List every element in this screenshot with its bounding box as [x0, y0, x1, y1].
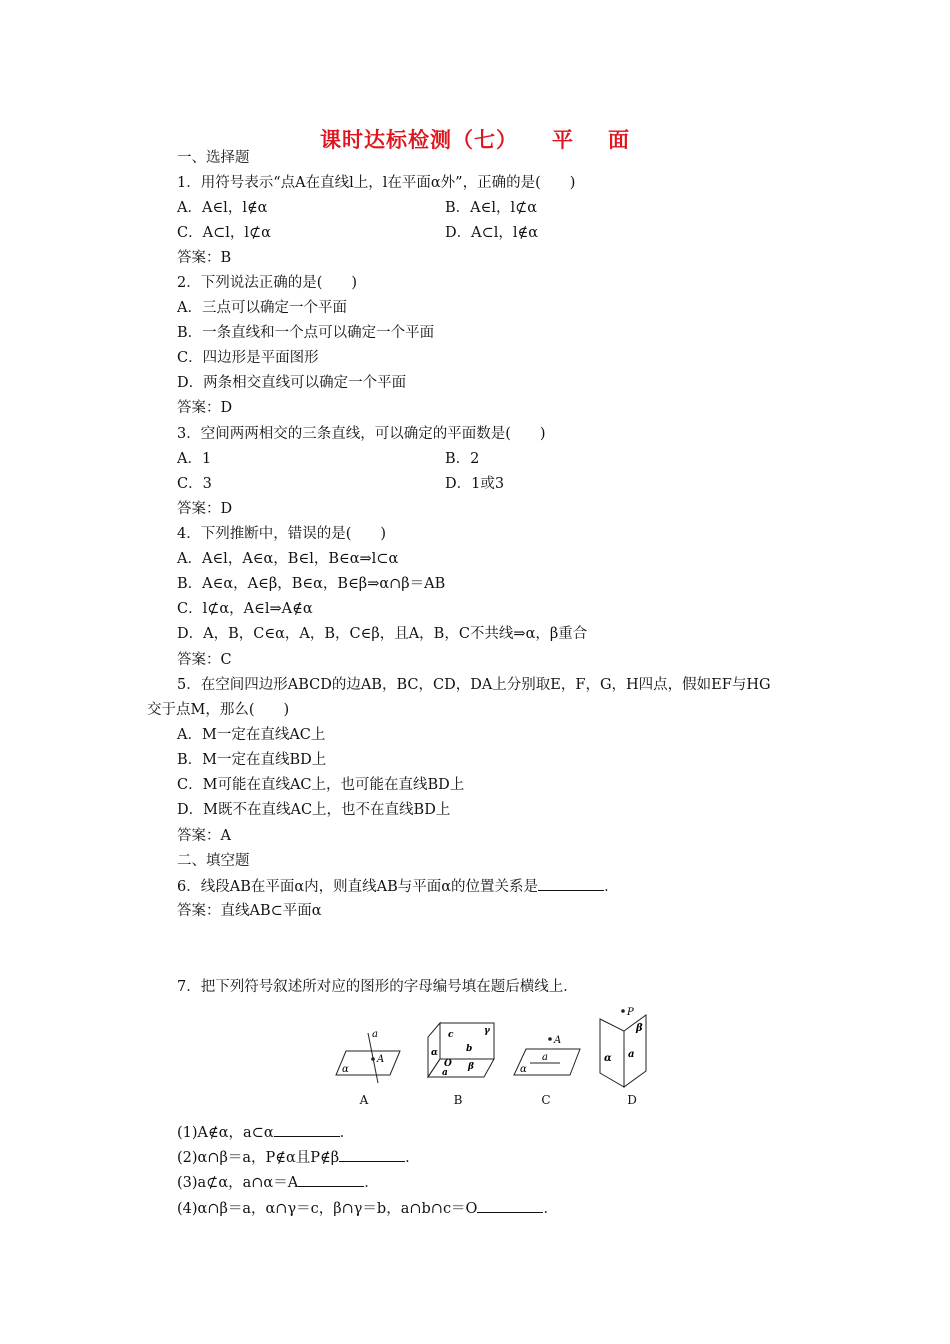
q7-figures — [320, 1005, 650, 1115]
section-heading-fill: 二、填空题 — [177, 853, 250, 869]
title-word-2: 面 — [608, 127, 630, 152]
q4-answer: 答案：C — [177, 652, 232, 668]
title-main: 课时达标检测（七） — [320, 127, 518, 152]
q7-item-4-text: (4)α∩β＝a，α∩γ＝c，β∩γ＝b，a∩b∩c＝O — [177, 1201, 478, 1217]
section-heading-choice: 一、选择题 — [177, 150, 250, 166]
fig-b-label-alpha: α — [431, 1048, 438, 1058]
figure-label-c: C — [541, 1093, 551, 1107]
q5-option-b: B．M一定在直线BD上 — [177, 752, 327, 768]
fig-a-label-point: A — [377, 1054, 385, 1065]
q3-option-a: A．1 — [177, 451, 212, 467]
q2-option-a: A．三点可以确定一个平面 — [177, 300, 347, 316]
q1-option-a: A．A∈l，l∉α — [177, 200, 268, 216]
fig-a-label-alpha: α — [342, 1064, 349, 1075]
title-word-1: 平 — [552, 127, 574, 152]
q5-stem-line2: 交于点M，那么( ) — [147, 702, 290, 718]
q7-item-3-blank[interactable] — [298, 1172, 364, 1187]
fig-b-label-o: O — [444, 1059, 452, 1069]
q2-option-b: B．一条直线和一个点可以确定一个平面 — [177, 325, 435, 341]
q7-item-2-blank[interactable] — [339, 1147, 405, 1162]
q4-option-c: C．l⊄α，A∈l⇒A∉α — [177, 601, 313, 617]
fig-b-label-gamma: γ — [484, 1026, 490, 1036]
q7-item-4-end: ． — [543, 1201, 558, 1217]
q5-option-d: D．M既不在直线AC上，也不在直线BD上 — [177, 802, 451, 818]
q5-option-a: A．M一定在直线AC上 — [177, 727, 326, 743]
fig-c-label-alpha: α — [520, 1064, 527, 1075]
figure-label-a: A — [359, 1093, 369, 1107]
q6-answer: 答案：直线AB⊂平面α — [177, 903, 322, 919]
q7-item-1-blank[interactable] — [274, 1122, 340, 1137]
fig-d-label-beta: β — [636, 1023, 643, 1034]
q5-option-c: C．M可能在直线AC上，也可能在直线BD上 — [177, 777, 465, 793]
fig-b-label-c: c — [448, 1030, 454, 1040]
q6-stem — [177, 876, 619, 897]
fig-c-label-point: A — [554, 1035, 562, 1046]
q2-option-c: C．四边形是平面图形 — [177, 350, 319, 366]
q6-blank[interactable] — [538, 876, 604, 891]
q7-item-4-blank[interactable] — [477, 1198, 543, 1213]
q7-item-2-text: (2)α∩β＝a，P∉α且P∉β — [177, 1150, 340, 1166]
figure-label-b: B — [453, 1093, 463, 1107]
q3-option-c: C．3 — [177, 476, 212, 492]
q1-stem: 1．用符号表示“点A在直线l上，l在平面α外”，正确的是( ) — [177, 175, 576, 191]
q2-answer: 答案：D — [177, 400, 233, 416]
fig-a-label-a: a — [372, 1029, 378, 1040]
q5-stem-line1: 5．在空间四边形ABCD的边AB，BC，CD，DA上分别取E，F，G，H四点，假如EF与HG — [177, 677, 771, 693]
figure-d-diagram — [594, 1005, 654, 1089]
figure-b-diagram — [422, 1013, 502, 1083]
q7-item-2 — [177, 1147, 420, 1168]
q2-option-d: D．两条相交直线可以确定一个平面 — [177, 375, 407, 391]
q1-answer: 答案：B — [177, 250, 232, 266]
figure-c-diagram — [506, 1027, 586, 1083]
fig-d-label-alpha: α — [604, 1053, 612, 1064]
q1-option-b: B．A∈l，l⊄α — [445, 200, 538, 216]
fig-d-label-a: a — [628, 1049, 635, 1060]
fig-c-label-a: a — [542, 1052, 548, 1063]
q4-stem: 4．下列推断中，错误的是( ) — [177, 526, 387, 542]
q3-stem: 3．空间两两相交的三条直线，可以确定的平面数是( ) — [177, 426, 546, 442]
q7-item-1-text: (1)A∉α，a⊂α — [177, 1125, 274, 1141]
q3-option-d: D．1或3 — [445, 476, 505, 492]
page-title — [0, 124, 950, 154]
fig-b-label-beta: β — [468, 1062, 474, 1072]
q7-item-1-end: ． — [339, 1125, 355, 1141]
fig-d-label-p: P — [627, 1007, 634, 1018]
q7-item-4 — [177, 1198, 558, 1219]
figure-label-d: D — [627, 1093, 637, 1107]
q7-item-3-end: ． — [364, 1175, 379, 1191]
q1-option-d: D．A⊂l，l∉α — [445, 225, 539, 241]
q4-option-d: D．A，B，C∈α，A，B，C∈β，且A，B，C不共线⇒α，β重合 — [177, 626, 588, 642]
q3-option-b: B．2 — [445, 451, 480, 467]
q7-item-3 — [177, 1172, 379, 1193]
q2-stem: 2．下列说法正确的是( ) — [177, 275, 358, 291]
q1-option-c: C．A⊂l，l⊄α — [177, 225, 271, 241]
q7-item-2-end: ． — [405, 1150, 420, 1166]
q7-item-1 — [177, 1122, 354, 1143]
q5-answer: 答案：A — [177, 828, 231, 844]
q7-stem: 7．把下列符号叙述所对应的图形的字母编号填在题后横线上． — [177, 979, 578, 995]
q7-item-3-text: (3)a⊄α，a∩α＝A — [177, 1175, 299, 1191]
q6-stem-end: ． — [604, 879, 619, 895]
q4-option-a: A．A∈l，A∈α，B∈l，B∈α⇒l⊂α — [177, 551, 399, 567]
fig-b-label-a: a — [442, 1068, 448, 1078]
q4-option-b: B．A∈α，A∈β，B∈α，B∈β⇒α∩β＝AB — [177, 576, 446, 592]
fig-b-label-b: b — [466, 1044, 473, 1054]
q6-stem-text: 6．线段AB在平面α内，则直线AB与平面α的位置关系是 — [177, 879, 539, 895]
figure-a-diagram — [328, 1023, 408, 1085]
q3-answer: 答案：D — [177, 501, 233, 517]
